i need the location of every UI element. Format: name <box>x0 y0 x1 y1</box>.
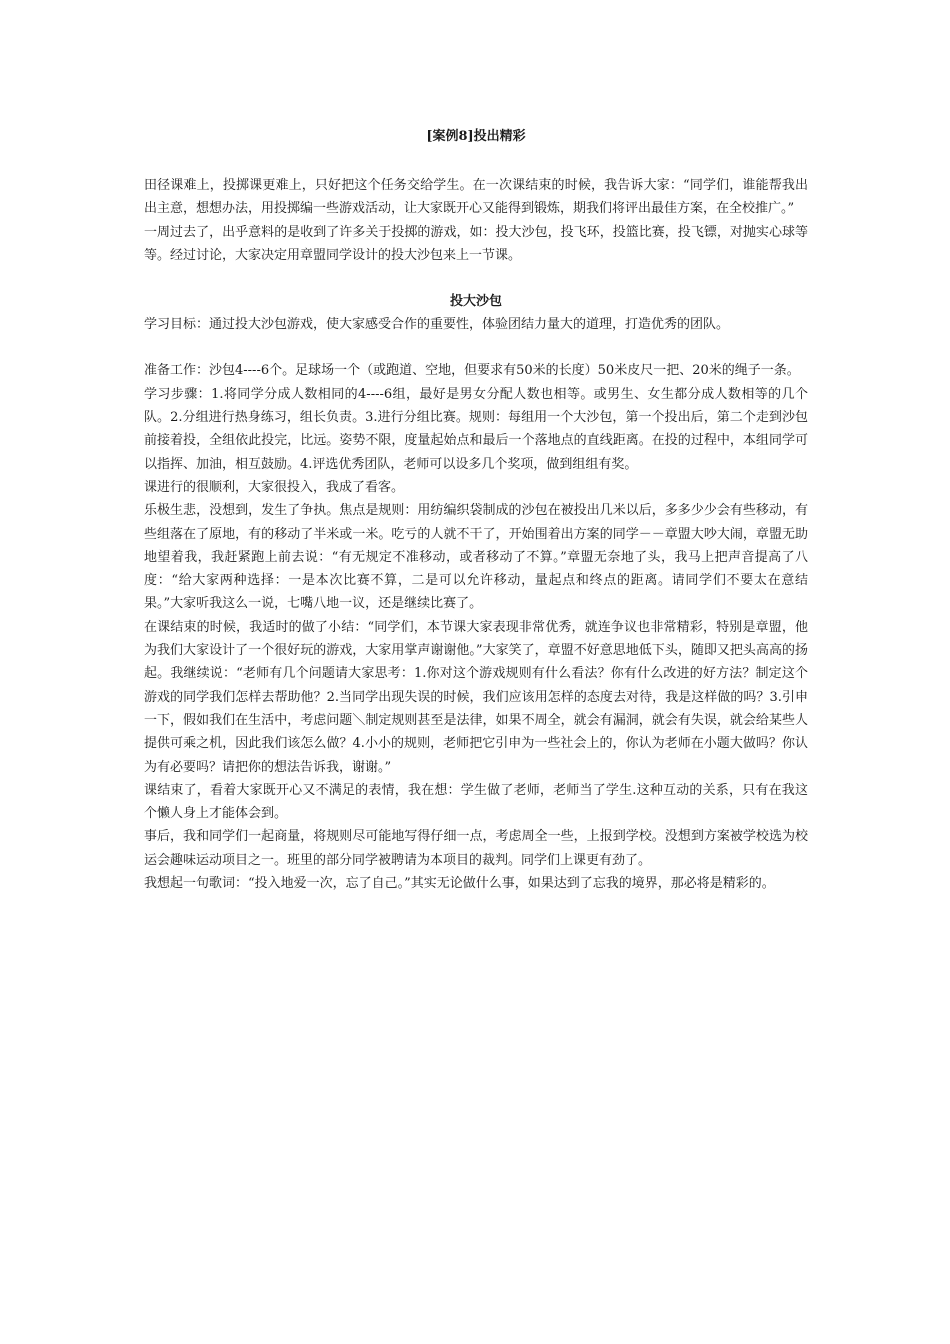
intro-paragraph-2: 一周过去了，出乎意料的是收到了许多关于投掷的游戏，如：投大沙包，投飞环，投篮比赛，投飞镖，对抛实心球等等。经过讨论，大家决定用章盟同学设计的投大沙包来上一节课。 <box>144 224 808 263</box>
spacer <box>144 267 808 290</box>
body-paragraph-smooth: 课进行的很顺利，大家很投入，我成了看客。 <box>144 479 405 495</box>
body-paragraph-closing: 我想起一句歌词：“投入地爱一次，忘了自己。”其实无论做什么事，如果达到了忘我的境界，那必将是精彩的。 <box>144 876 775 892</box>
goal-paragraph: 学习目标：通过投大沙包游戏，使大家感受合作的重要性，体验团结力量大的道理，打造优秀的团队。 <box>144 317 730 333</box>
body-paragraph-dispute: 乐极生悲，没想到，发生了争执。焦点是规则：用纺编织袋制成的沙包在被投出几米以后，多多少少会有些移动，有些组落在了原地，有的移动了半米或一米。吃亏的人就不干了，开始围着出方案的同学－－章盟大吵大闹，章盟无助地望着我，我赶紧跑上前去说：“有无规定不准移动，或者移动了不算。”章盟无奈地了头，我马上把声音提高了八度：“给大家两种选择：一是本次比赛不算，二是可以允许移动，量起点和终点的距离。请同学们不要太在意结果。”大家听我这么一说，七嘴八地一议，还是继续比赛了。 <box>144 503 808 612</box>
spacer <box>144 336 808 359</box>
body-paragraph-steps: 学习步骤：1.将同学分成人数相同的4----6组，最好是男女分配人数也相等。或男生、女生都分成人数相等的几个队。2.分组进行热身练习，组长负责。3.进行分组比赛。规则：每组用一个大沙包，第一个投出后，第二个走到沙包前接着投，全组依此投完，比远。姿势不限，度量起始点和最后一个落地点的直线距离。在投的过程中，本组同学可以指挥、加油，相互鼓励。4.评选优秀团队，老师可以设多几个奖项，做到组组有奖。 <box>144 386 808 472</box>
intro-paragraph-1: 田径课难上，投掷课更难上，只好把这个任务交给学生。在一次课结束的时候，我告诉大家：“同学们，谁能帮我出出主意，想想办法，用投掷编一些游戏活动，让大家既开心又能得到锻炼，期我们将评出最佳方案，在全校推广。” <box>144 178 808 217</box>
section-title: 投大沙包 <box>449 294 502 310</box>
spacer <box>144 148 808 174</box>
document-page <box>144 126 808 895</box>
body-paragraph-reflection: 课结束了，看着大家既开心又不满足的表情，我在想：学生做了老师，老师当了学生.这种互动的关系，只有在我这个懒人身上才能体会到。 <box>144 782 808 822</box>
document-title: [案例8]投出精彩 <box>426 129 526 144</box>
body-paragraph-summary: 在课结束的时候，我适时的做了小结：“同学们，本节课大家表现非常优秀，就连争议也非常精彩，特别是章盟，他为我们大家设计了一个很好玩的游戏，大家用掌声谢谢他。”大家笑了，章盟不好意思地低下头，随即又把头高高的扬起。我继续说：“老师有几个问题请大家思考：1.你对这个游戏规则有什么看法？你有什么改进的好方法？制定这个游戏的同学我们怎样去帮助他？2.当同学出现失误的时候，我们应该用怎样的态度去对待，我是这样做的吗？3.引申一下，假如我们在生活中，考虑问题＼制定规则甚至是法律，如果不周全，就会有漏洞，就会有失误，就会给某些人提供可乘之机，因此我们该怎么做？4.小小的规则，老师把它引申为一些社会上的，你认为老师在小题大做吗？你认为有必要吗？请把你的想法告诉我，谢谢。” <box>144 619 808 775</box>
body-paragraph-preparation: 准备工作：沙包4----6个。足球场一个（或跑道、空地，但要求有50米的长度）50米皮尺一把、20米的绳子一条。 <box>144 363 800 379</box>
body-paragraph-aftermath: 事后，我和同学们一起商量，将规则尽可能地写得仔细一点，考虑周全一些，上报到学校。没想到方案被学校选为校运会趣味运动项目之一。班里的部分同学被聘请为本项目的裁判。同学们上课更有劲了。 <box>144 829 808 868</box>
